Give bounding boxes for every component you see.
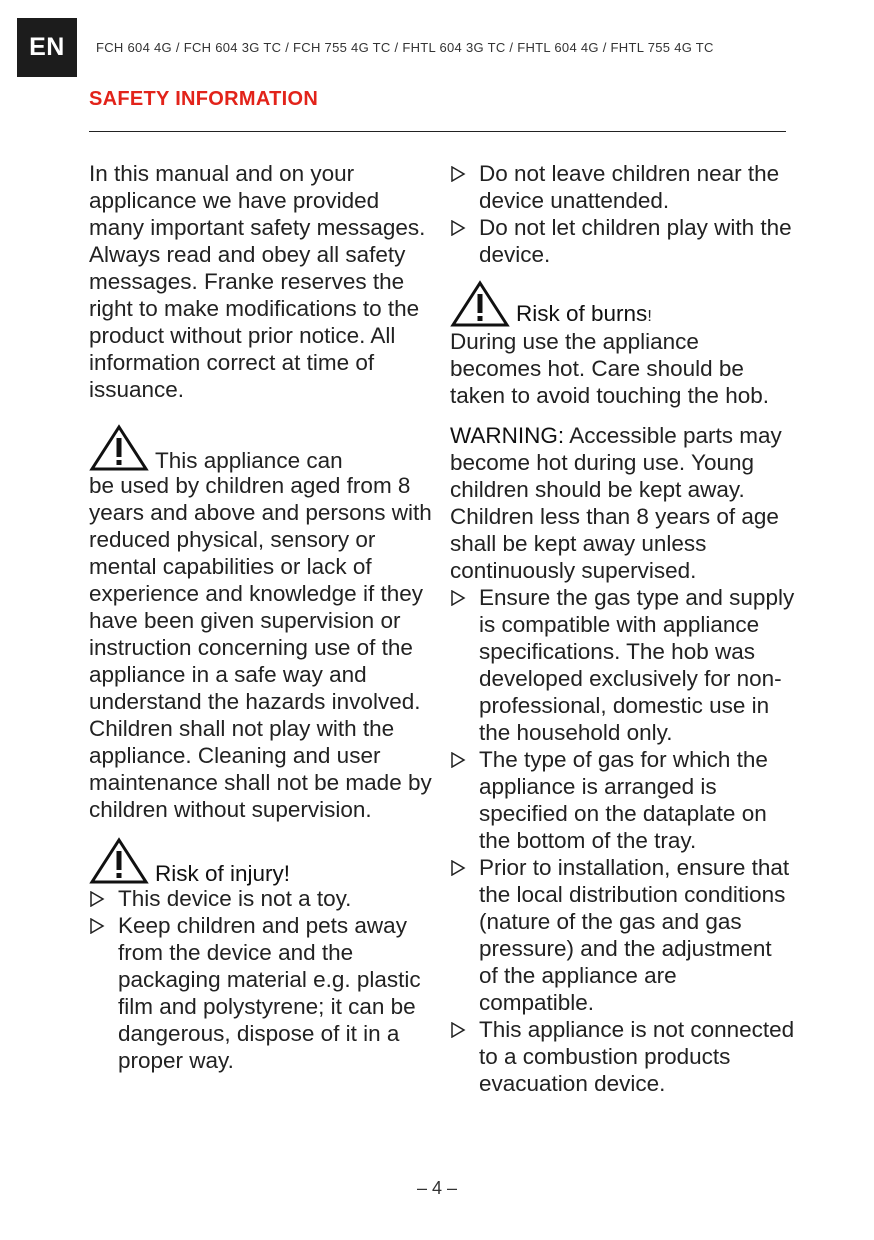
- burns-exclaim: !: [647, 308, 652, 325]
- warning-triangle-icon: [450, 280, 510, 328]
- list-item-text: Prior to installation, ensure that the local distribution conditions (nature of the gas and gas pressure) and the adjustment of the appliance are compatible.: [479, 855, 790, 1015]
- bullet-triangle-icon: [89, 891, 105, 907]
- title-divider: [89, 131, 786, 132]
- injury-list: [89, 885, 434, 1074]
- list-item: [450, 214, 795, 268]
- children-warning-lead: This appliance can: [155, 448, 343, 473]
- burns-text: During use the appliance becomes hot. Care should be taken to avoid touching the hob.: [450, 329, 769, 408]
- list-item: [450, 746, 795, 854]
- warning-paragraph: [450, 422, 795, 584]
- intro-paragraph: In this manual and on your applicance we have provided many important safety messages. Always read and obey all safety messages. Franke reserves the right to make modifications to the product without prior notice. All information correct at time of issuance.: [89, 161, 426, 402]
- bullet-triangle-icon: [450, 220, 466, 236]
- bullet-triangle-icon: [450, 752, 466, 768]
- list-item-text: Do not leave children near the device unattended.: [479, 161, 780, 213]
- list-item-text: The type of gas for which the appliance is arranged is specified on the dataplate on the bottom of the tray.: [479, 747, 768, 853]
- list-item-text: Ensure the gas type and supply is compatible with appliance specifications. The hob was developed exclusively for non-professional, domestic use in the household only.: [479, 585, 795, 745]
- list-item-text: This appliance is not connected to a combustion products evacuation device.: [479, 1017, 795, 1096]
- list-item: [89, 912, 434, 1074]
- list-item: [450, 1016, 795, 1097]
- left-column: [89, 160, 434, 1074]
- list-item-text: Do not let children play with the device.: [479, 215, 792, 267]
- injury-heading: [89, 837, 434, 885]
- section-title: SAFETY INFORMATION: [89, 88, 319, 110]
- bullet-triangle-icon: [450, 860, 466, 876]
- list-item-text: Keep children and pets away from the device and the packaging material e.g. plastic film and polystyrene; it can be dangerous, dispose of it in a proper way.: [118, 913, 421, 1073]
- gas-list: [450, 584, 795, 1097]
- list-item: [450, 160, 795, 214]
- right-column: [450, 160, 795, 1097]
- language-tab: EN: [17, 18, 77, 77]
- warning-text: Accessible parts may become hot during use. Young children should be kept away. Children less than 8 years of age shall be kept away unless continuously supervised.: [450, 423, 782, 583]
- burns-title-wrap: [516, 300, 652, 330]
- list-item: [89, 885, 434, 912]
- children-list: [450, 160, 795, 268]
- list-item-text: This device is not a toy.: [118, 886, 352, 911]
- list-item: [450, 584, 795, 746]
- injury-title: Risk of injury!: [155, 861, 291, 886]
- children-warning-text: be used by children aged from 8 years and above and persons with reduced physical, sensory or mental capabilities or lack of experience and knowledge if they have been given supervision or instruction concerning use of the appliance in a safe way and understand the hazards involved. Children shall not play with the appliance. Cleaning and user maintenance shall not be made by children without supervision.: [89, 473, 432, 822]
- bullet-triangle-icon: [450, 590, 466, 606]
- bullet-triangle-icon: [89, 918, 105, 934]
- bullet-triangle-icon: [450, 1022, 466, 1038]
- warning-triangle-icon: [89, 424, 149, 472]
- page-number: – 4 –: [416, 1178, 458, 1198]
- burns-title: Risk of burns: [516, 301, 648, 326]
- burns-heading: [450, 280, 795, 328]
- list-item: [450, 854, 795, 1016]
- model-list: FCH 604 4G / FCH 604 3G TC / FCH 755 4G TC / FHTL 604 3G TC / FHTL 604 4G / FHTL 755 4G TC: [96, 40, 714, 55]
- warning-triangle-icon: [89, 837, 149, 885]
- bullet-triangle-icon: [450, 166, 466, 182]
- children-warning-heading: [89, 424, 434, 472]
- warning-label: WARNING:: [450, 423, 565, 448]
